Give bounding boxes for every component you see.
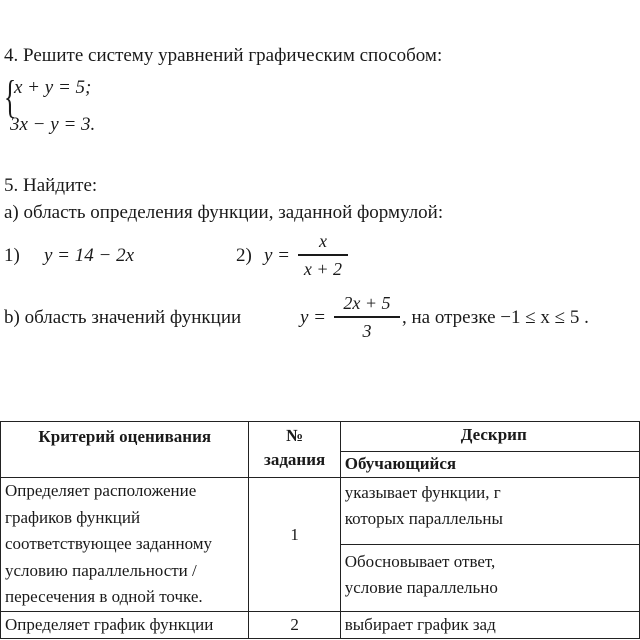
row2-descriptor-1: выбирает график зад <box>340 611 639 638</box>
row1-criterion <box>1 478 249 612</box>
row1-criterion-line: графиков функций <box>5 507 141 527</box>
assessment-table <box>0 421 640 639</box>
b-function-fraction <box>334 292 400 342</box>
b-numerator: 2x + 5 <box>343 293 391 313</box>
function-2-number: 2) <box>236 245 252 266</box>
task5-a-label: a) область определения функции, заданной формулой: <box>4 202 444 223</box>
row1-descriptor-1 <box>340 478 639 545</box>
row1-task-number: 1 <box>249 478 340 612</box>
task4-title: 4. Решите систему уравнений графическим способом: <box>4 45 443 66</box>
row1-criterion-line: условию параллельности / <box>5 560 197 580</box>
b-interval-text: , на отрезке −1 ≤ x ≤ 5 . <box>402 307 589 328</box>
row1-descriptor-1-line: указывает функции, г <box>344 483 501 502</box>
header-criteria: Критерий оценивания <box>1 422 249 478</box>
header-student: Обучающийся <box>340 452 639 478</box>
function-2-numerator: x <box>319 231 327 251</box>
header-number-sign: № <box>286 426 304 445</box>
fraction-bar <box>298 254 348 256</box>
task4-equation-2: 3x − y = 3. <box>10 114 96 135</box>
row2-criterion: Определяет график функции <box>1 611 249 638</box>
task5-b-label: b) область значений функции <box>4 307 242 328</box>
function-1-number: 1) <box>4 245 20 266</box>
fraction-bar <box>334 316 400 318</box>
row1-descriptor-1-line: которых параллельны <box>344 509 503 528</box>
task4-equation-1: x + y = 5; <box>14 77 92 98</box>
function-2-denominator: x + 2 <box>303 258 343 279</box>
task5-title: 5. Найдите: <box>4 175 98 196</box>
row1-descriptor-2-line: условие параллельно <box>344 577 498 597</box>
row1-descriptor-2-line: Обосновывает ответ, <box>344 551 496 571</box>
row1-descriptor-2 <box>340 544 639 611</box>
header-descriptor: Дескрип <box>340 422 639 452</box>
row1-criterion-line: Определяет расположение <box>5 481 197 500</box>
header-task-word: задания <box>263 450 326 469</box>
function-2-lhs: y = <box>264 245 291 266</box>
b-function-lhs: y = <box>300 307 327 328</box>
row1-criterion-line: пересечения в одной точке. <box>5 587 203 606</box>
function-1-formula: y = 14 − 2x <box>44 245 135 266</box>
row1-criterion-line: соответствующее заданному <box>5 534 212 553</box>
system-brace: { <box>4 71 17 122</box>
header-task-number <box>249 422 340 478</box>
row2-task-number: 2 <box>249 611 340 638</box>
function-2-fraction <box>298 230 348 280</box>
b-denominator: 3 <box>362 320 372 341</box>
